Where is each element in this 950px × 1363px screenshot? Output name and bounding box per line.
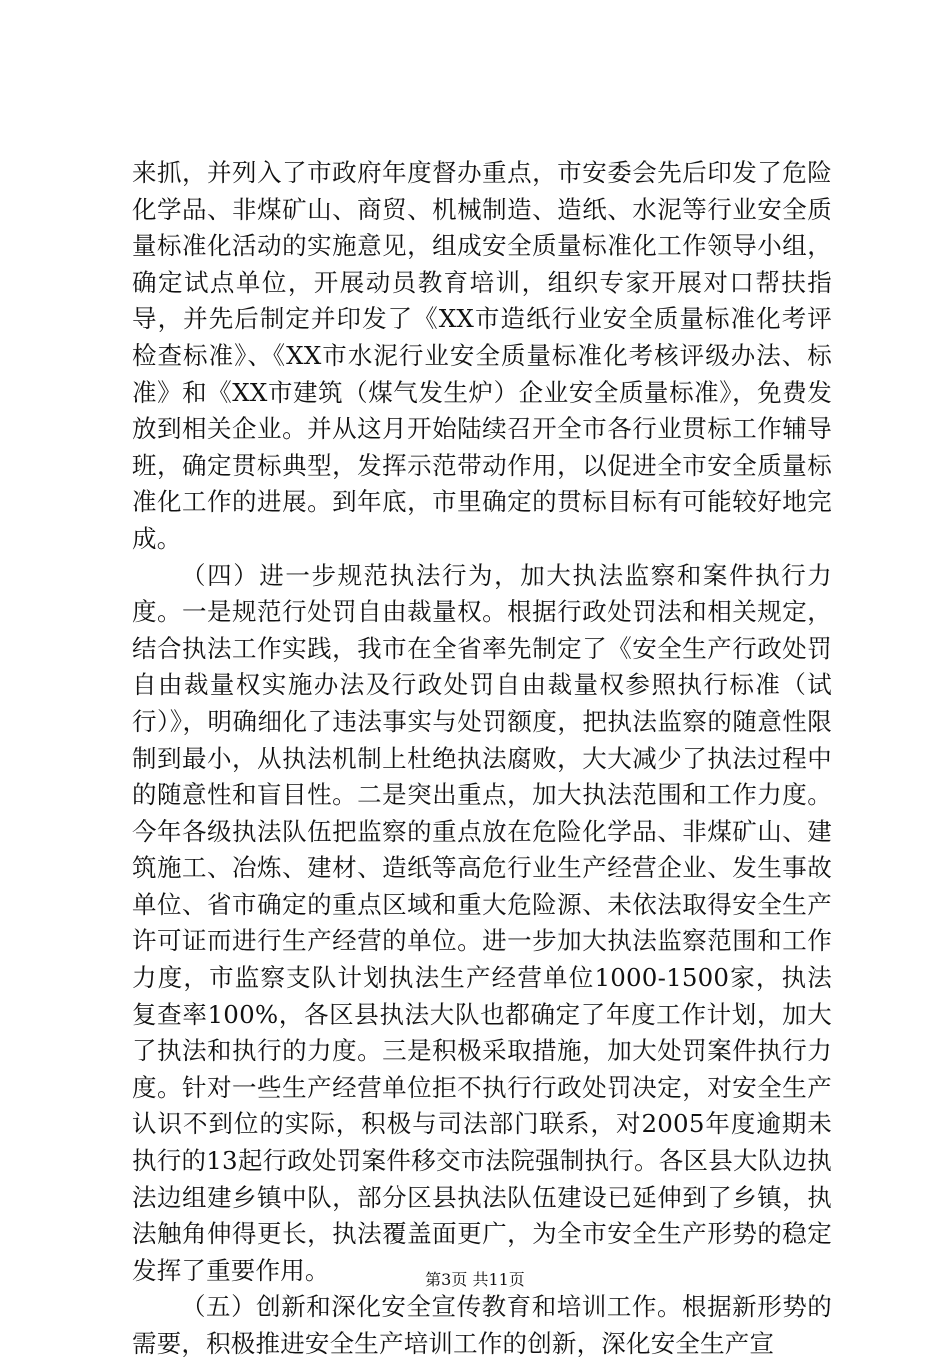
paragraph-continuation: 来抓，并列入了市政府年度督办重点，市安委会先后印发了危险化学品、非煤矿山、商贸、机械制造、造纸、水泥等行业安全质量标准化活动的实施意见，组成安全质量标准化工作领导小组，确定试点单位，开展动员教育培训，组织专家开展对口帮扶指导，并先后制定并印发了《XX市造纸行业安全质量标准化考评检查标准》、《XX市水泥行业安全质量标准化考核评级办法、标准》和《XX市建筑（煤气发生炉）企业安全质量标准》，免费发放到相关企业。并从这月开始陆续召开全市各行业贯标工作辅导班，确定贯标典型，发挥示范带动作用，以促进全市安全质量标准化工作的进展。到年底，市里确定的贯标目标有可能较好地完成。 [132, 158, 832, 553]
paragraph-section-four: （四）进一步规范执法行为，加大执法监察和案件执行力度。一是规范行处罚自由裁量权。根据行政处罚法和相关规定，结合执法工作实践，我市在全省率先制定了《安全生产行政处罚自由裁量权实施办法及行政处罚自由裁量权参照执行标准（试行）》，明确细化了违法事实与处罚额度，把执法监察的随意性限制到最小，从执法机制上杜绝执法腐败，大大减少了执法过程中的随意性和盲目性。二是突出重点，加大执法范围和工作力度。今年各级执法队伍把监察的重点放在危险化学品、非煤矿山、建筑施工、冶炼、建材、造纸等高危行业生产经营企业、发生事故单位、省市确定的重点区域和重大危险源、未依法取得安全生产许可证而进行生产经营的单位。进一步加大执法监察范围和工作力度，市监察支队计划执法生产经营单位1000-1500家，执法复查率100%，各区县执法大队也都确定了年度工作计划，加大了执法和执行的力度。三是积极采取措施，加大处罚案件执行力度。针对一些生产经营单位拒不执行行政处罚决定，对安全生产认识不到位的实际，积极与司法部门联系，对2005年度逾期未执行的13起行政处罚案件移交市法院强制执行。各区县大队边执法边组建乡镇中队，部分区县执法队伍建设已延伸到了乡镇，执法触角伸得更长，执法覆盖面更广，为全市安全生产形势的稳定发挥了重要作用。 [132, 560, 832, 1285]
document-body [132, 155, 832, 1363]
paragraph-section-five: （五）创新和深化安全宣传教育和培训工作。根据新形势的需要，积极推进安全生产培训工作的创新，深化安全生产宣 [132, 1292, 832, 1358]
page-footer [0, 1270, 950, 1290]
page-number-label: 第3页 共11页 [425, 1270, 525, 1289]
